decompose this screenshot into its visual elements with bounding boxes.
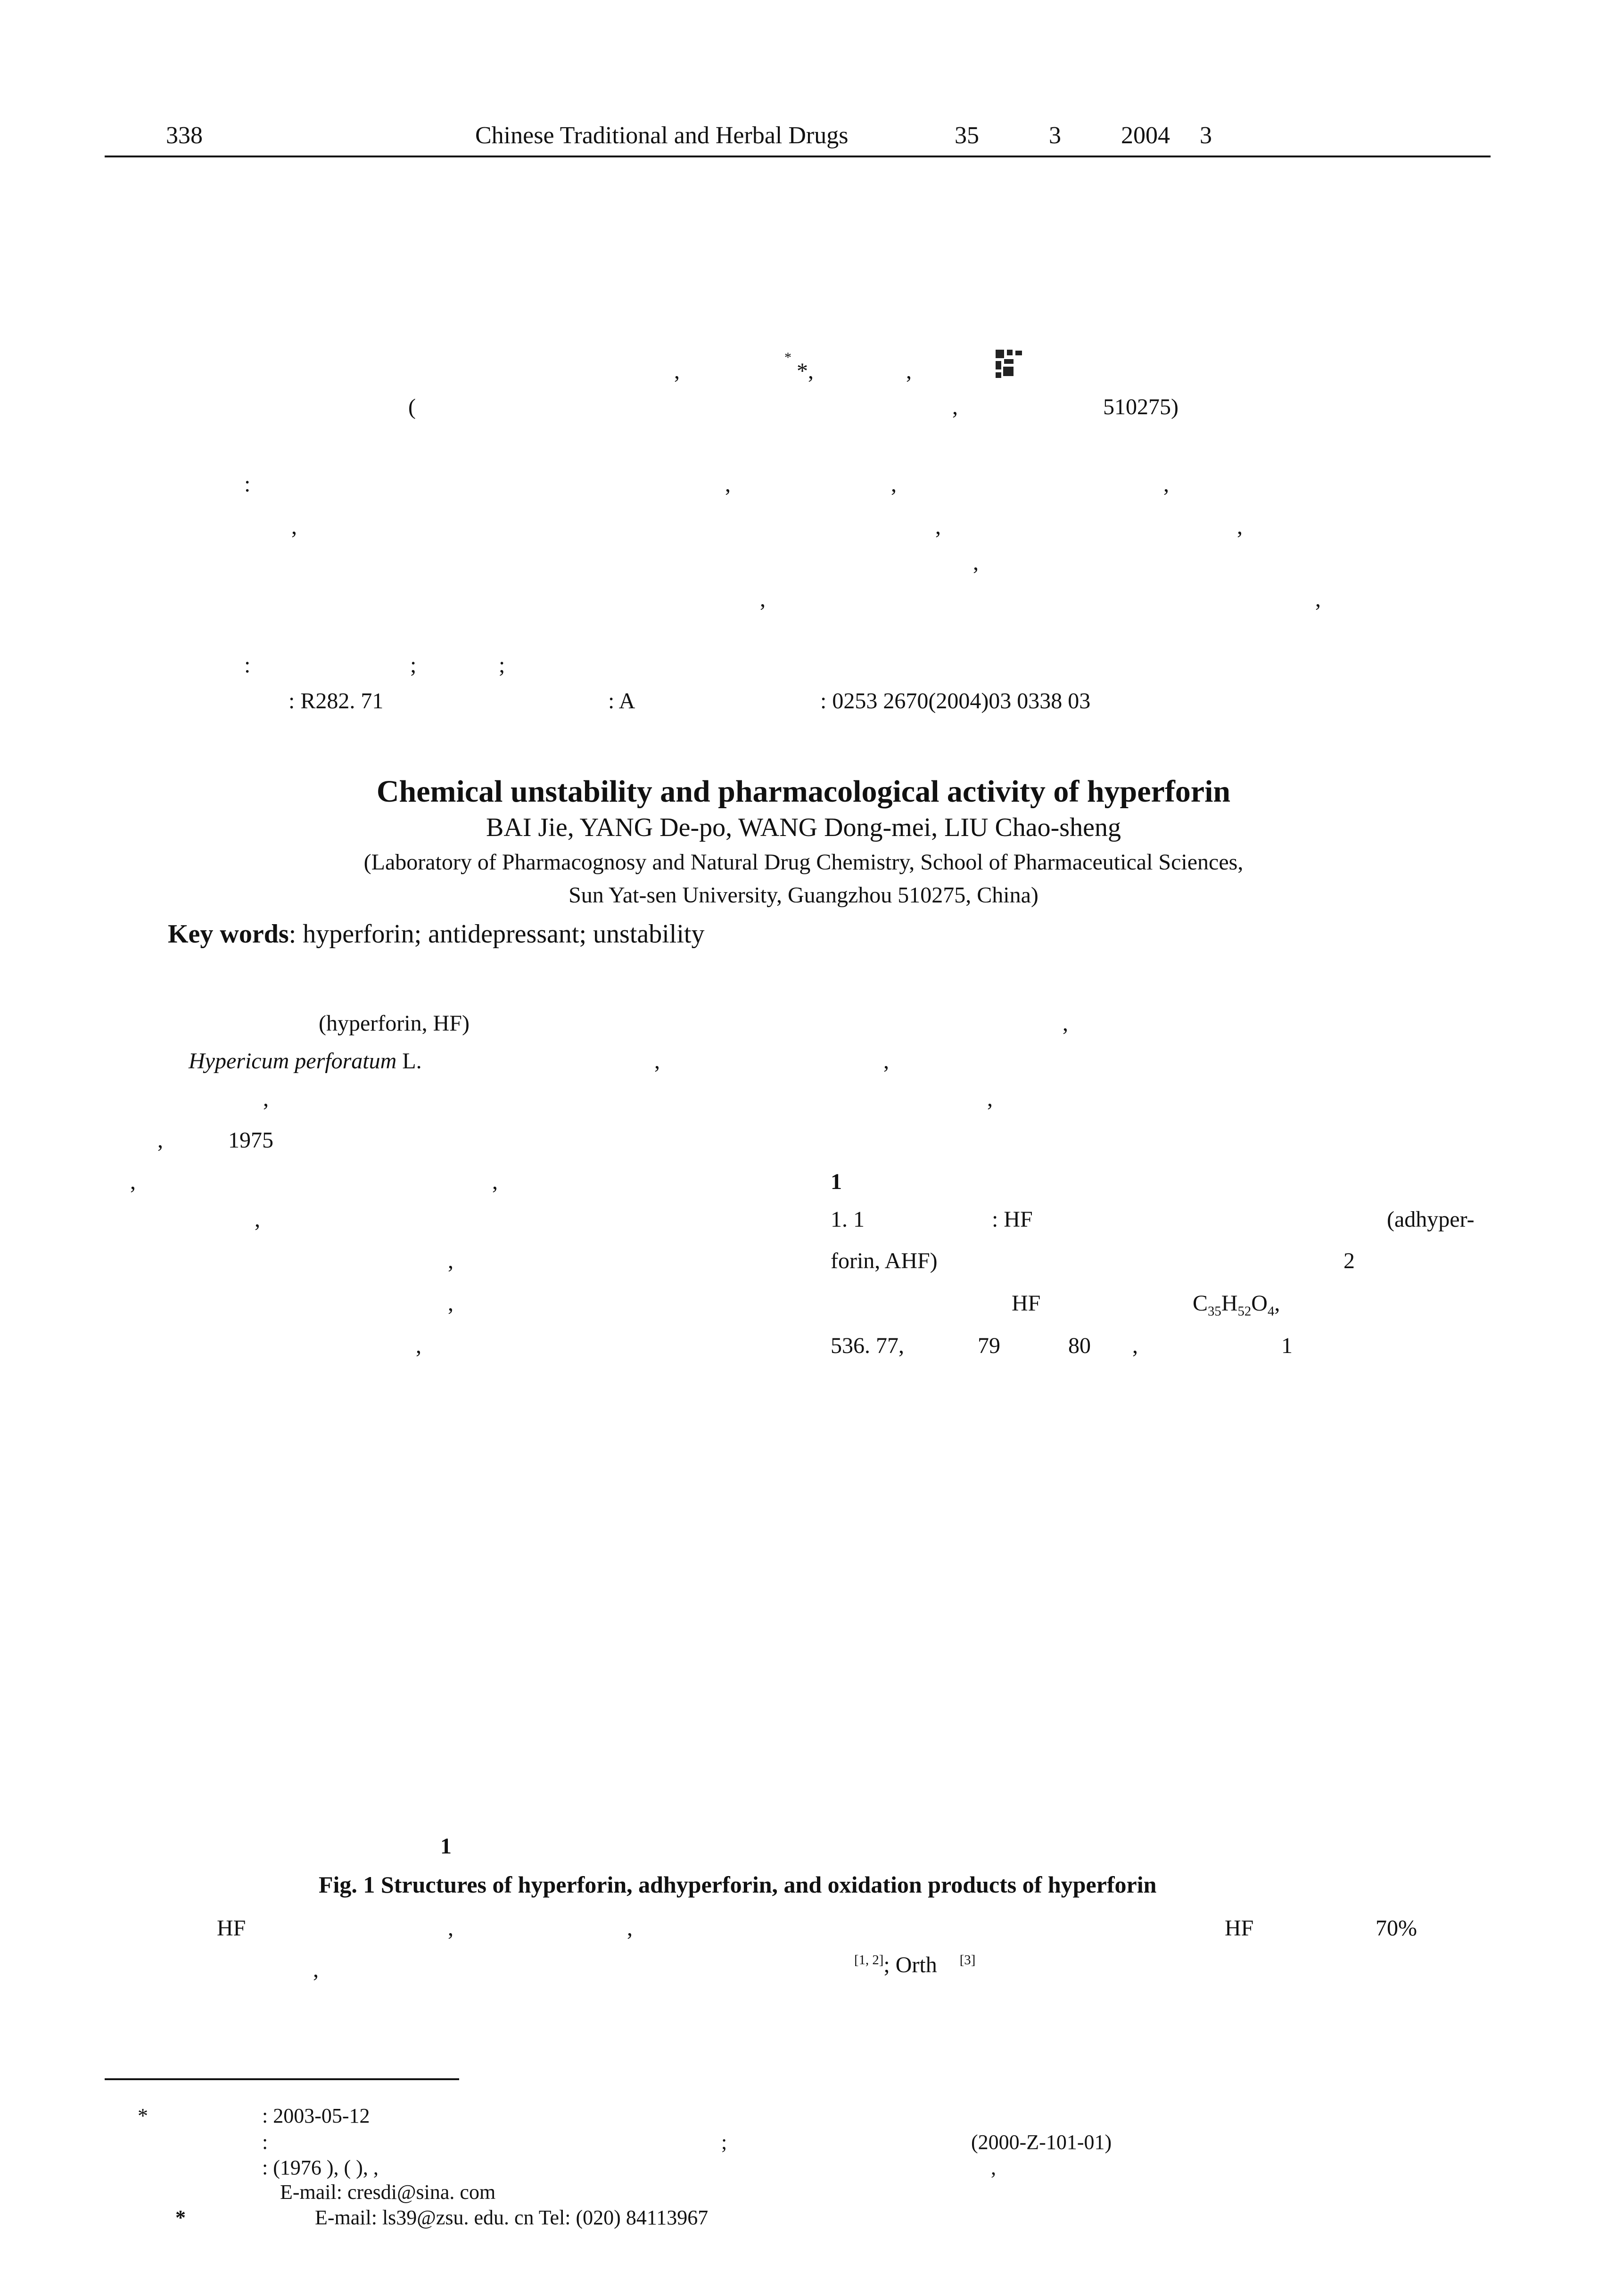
body-comma: , xyxy=(130,1169,136,1194)
journal-issue: 3 xyxy=(1049,122,1061,149)
body-comma: , xyxy=(1132,1333,1138,1358)
keywords-cn-mark: ; xyxy=(499,653,505,678)
header-rule xyxy=(105,156,1491,157)
journal-volume: 35 xyxy=(955,122,979,149)
abstract-mark: , xyxy=(760,587,766,612)
fund-semicolon: ; xyxy=(721,2131,727,2154)
formula-o: O xyxy=(1251,1291,1268,1316)
english-affiliation-line2: Sun Yat-sen University, Guangzhou 510275, China) xyxy=(569,883,1038,908)
species-name: Hypericum perforatum xyxy=(189,1049,397,1074)
email-first-author: E-mail: cresdi@sina. com xyxy=(280,2181,496,2204)
english-keywords xyxy=(168,919,704,949)
author-star: * xyxy=(784,350,791,365)
body-comma: , xyxy=(416,1333,421,1358)
email-corresponding: E-mail: ls39@zsu. edu. cn Tel: (020) 84113967 xyxy=(315,2206,709,2229)
formula-c-count: 35 xyxy=(1208,1304,1221,1319)
abstract-mark: , xyxy=(935,514,941,539)
author-sep-2: *, xyxy=(797,359,814,384)
orth-citation: ; Orth xyxy=(883,1952,937,1977)
body-comma: , xyxy=(263,1086,269,1111)
abstract-mark: , xyxy=(1163,472,1169,497)
received-star: * xyxy=(138,2104,148,2127)
journal-year: 2004 xyxy=(1121,122,1170,149)
fig-ref-2: 2 xyxy=(1343,1248,1355,1273)
footnote-rule xyxy=(105,2078,459,2080)
body-comma: , xyxy=(448,1916,453,1941)
forin-term: forin, AHF) xyxy=(831,1248,938,1273)
subsection-1-1: 1. 1 xyxy=(831,1207,865,1232)
body-comma: , xyxy=(883,1049,889,1074)
formula-tail: , xyxy=(1274,1291,1280,1316)
keywords-cn-colon: : xyxy=(244,653,251,678)
body-comma: , xyxy=(627,1916,633,1941)
abstract-mark: , xyxy=(291,514,297,539)
molecular-formula xyxy=(1193,1290,1280,1320)
abstract-mark: , xyxy=(1237,514,1243,539)
english-affiliation-line1: (Laboratory of Pharmacognosy and Natural Drug Chemistry, School of Pharmaceutical Sciences, xyxy=(363,850,1244,875)
body-comma: , xyxy=(492,1169,498,1194)
abstract-mark: , xyxy=(891,472,897,497)
figure-number: 1 xyxy=(440,1834,452,1859)
author-sep-1: , xyxy=(674,359,680,384)
figure-caption: Fig. 1 Structures of hyperforin, adhyperforin, and oxidation products of hyperforin xyxy=(319,1871,1157,1898)
abstract-mark: , xyxy=(1315,587,1321,612)
formula-c: C xyxy=(1193,1291,1208,1316)
species-line xyxy=(189,1048,422,1074)
journal-name: Chinese Traditional and Herbal Drugs xyxy=(475,122,849,149)
abstract-label-colon: : xyxy=(244,472,251,497)
affil-open-paren: ( xyxy=(408,394,416,419)
ref-3: [3] xyxy=(959,1952,976,1968)
formula-h: H xyxy=(1221,1291,1238,1316)
english-authors: BAI Jie, YANG De-po, WANG Dong-mei, LIU Chao-sheng xyxy=(486,813,1121,842)
body-comma: , xyxy=(157,1128,163,1153)
hf-term: (hyperforin, HF) xyxy=(319,1011,470,1036)
species-author: L. xyxy=(402,1049,422,1074)
clc-number: : R282. 71 xyxy=(288,689,384,713)
received-date: : 2003-05-12 xyxy=(262,2104,370,2127)
fund-colon: : xyxy=(262,2131,268,2154)
english-title: Chemical unstability and pharmacological activity of hyperforin xyxy=(376,774,1231,809)
journal-month: 3 xyxy=(1200,122,1212,149)
melting-point-low: 79 xyxy=(978,1333,1000,1358)
ref-1-2: [1, 2] xyxy=(854,1952,884,1968)
keywords-text: : hyperforin; antidepressant; unstability xyxy=(288,919,705,949)
page-number: 338 xyxy=(166,122,203,149)
author-bio: : (1976 ), ( ), , xyxy=(262,2156,379,2179)
affil-postcode: 510275) xyxy=(1103,394,1178,419)
keywords-label: Key words xyxy=(168,919,289,949)
body-comma: , xyxy=(448,1291,453,1316)
keywords-cn-mark: ; xyxy=(410,653,417,678)
body-comma: , xyxy=(255,1207,260,1232)
body-comma: , xyxy=(654,1049,660,1074)
adhyper-term: (adhyper- xyxy=(1387,1207,1475,1232)
document-code: : A xyxy=(608,689,635,713)
article-id: : 0253 2670(2004)03 0338 03 xyxy=(820,689,1091,713)
formula-o-count: 4 xyxy=(1267,1304,1275,1319)
body-comma: , xyxy=(1063,1011,1068,1036)
citation-line xyxy=(854,1952,975,1978)
hf-abbr: HF xyxy=(217,1916,246,1941)
molecular-weight: 536. 77, xyxy=(831,1333,904,1358)
affil-comma: , xyxy=(952,394,958,419)
fig-ref-1: 1 xyxy=(1281,1333,1293,1358)
author-seal-icon xyxy=(996,350,1024,380)
body-comma: , xyxy=(313,1957,319,1982)
section-1-heading: 1 xyxy=(831,1169,842,1194)
body-comma: , xyxy=(987,1086,993,1111)
fund-code: (2000-Z-101-01) xyxy=(971,2131,1112,2154)
formula-h-count: 52 xyxy=(1237,1304,1252,1319)
hf-label: : HF xyxy=(992,1207,1033,1232)
melting-point-high: 80 xyxy=(1068,1333,1091,1358)
abstract-mark: , xyxy=(725,472,731,497)
author-sep-3: , xyxy=(906,359,912,384)
abstract-mark: , xyxy=(973,550,979,575)
body-comma: , xyxy=(448,1248,453,1273)
year-1975: 1975 xyxy=(228,1128,273,1153)
bio-comma: , xyxy=(991,2156,996,2179)
corresponding-star: * xyxy=(175,2206,186,2229)
hf-abbr: HF xyxy=(1225,1916,1254,1941)
percentage: 70% xyxy=(1376,1916,1417,1941)
hf-abbr: HF xyxy=(1012,1291,1041,1316)
